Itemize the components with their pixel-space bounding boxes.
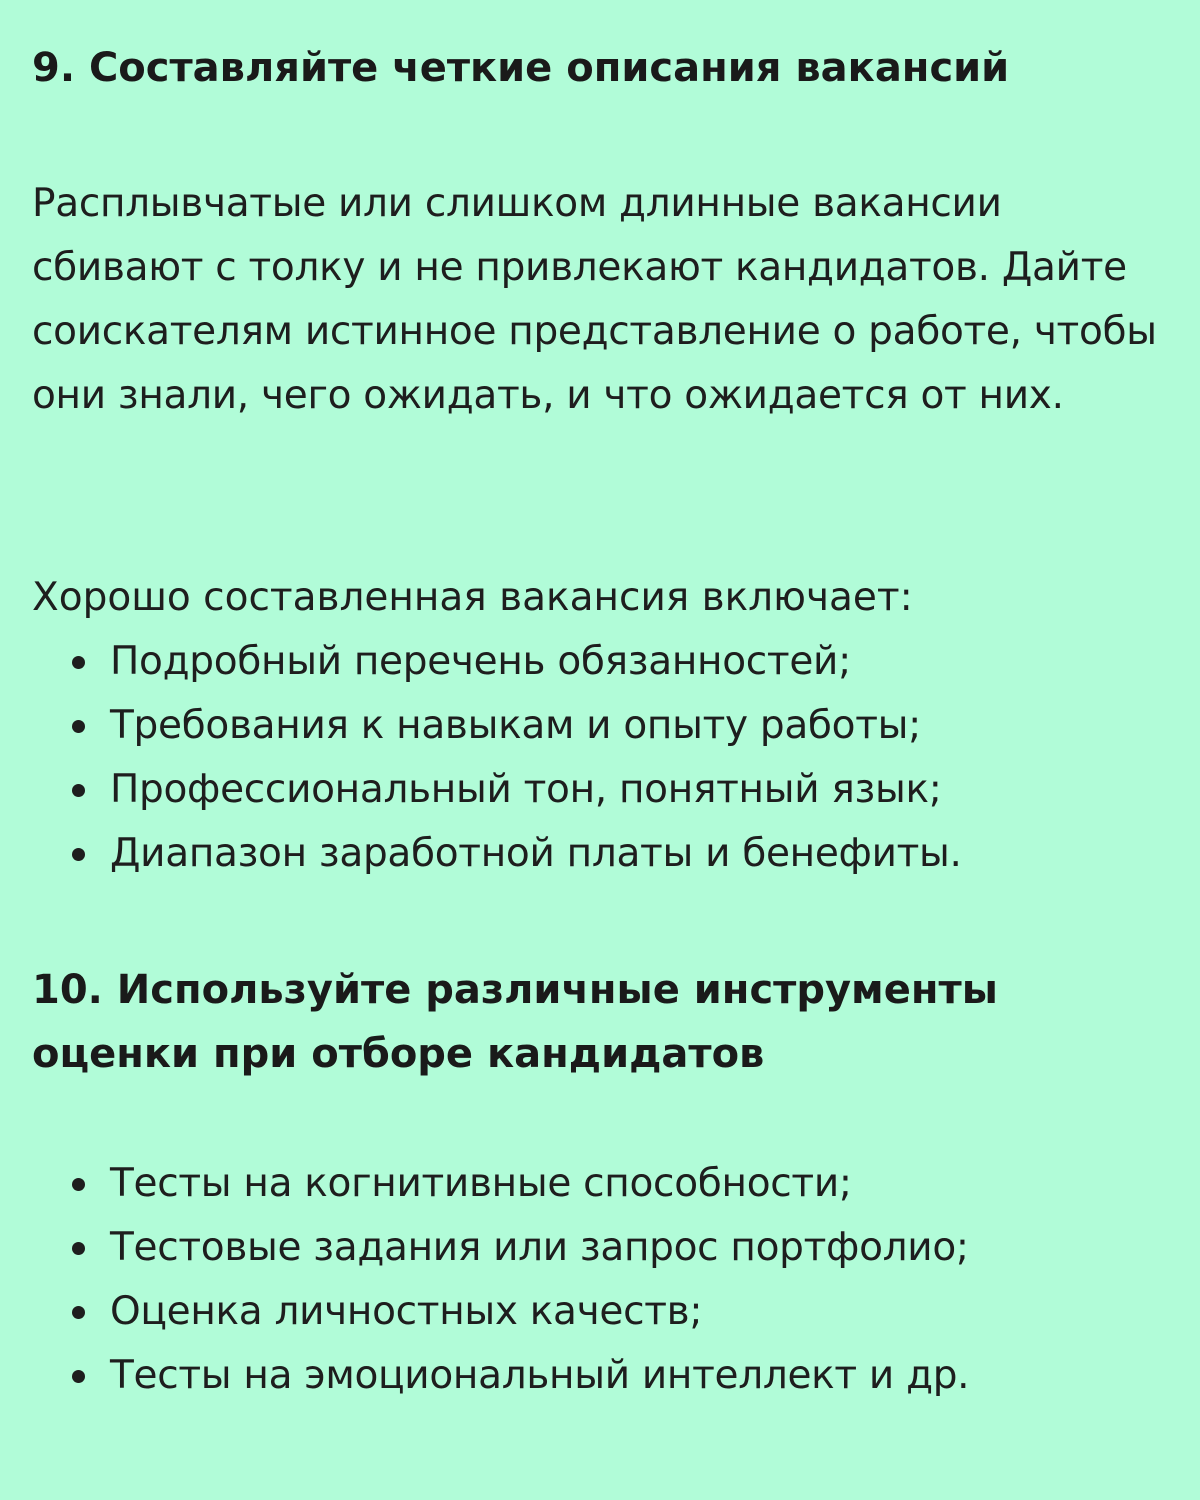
list-item-text: Оценка личностных качеств;	[110, 1289, 703, 1334]
list-item	[70, 822, 1170, 886]
list-item	[70, 630, 1170, 694]
list-item-text: Диапазон заработной платы и бенефиты.	[110, 831, 962, 876]
list-item	[70, 758, 1170, 822]
list-item-text: Тесты на когнитивные способности;	[110, 1161, 852, 1206]
bullet-icon	[72, 656, 85, 669]
section-9-heading: 9. Составляйте четкие описания вакансий	[32, 45, 1010, 91]
bullet-icon	[72, 1306, 85, 1319]
section-9-list	[70, 630, 1170, 886]
list-item-text: Требования к навыкам и опыту работы;	[110, 703, 921, 748]
list-item	[70, 694, 1170, 758]
bullet-icon	[72, 848, 85, 861]
section-10-heading: 10. Используйте различные инструменты оценки при отборе кандидатов	[32, 967, 998, 1077]
list-item-text: Тесты на эмоциональный интеллект и др.	[110, 1353, 970, 1398]
list-item	[70, 1280, 1170, 1344]
list-item	[70, 1344, 1170, 1408]
section-10-list	[70, 1152, 1170, 1408]
bullet-icon	[72, 1242, 85, 1255]
list-item-text: Тестовые задания или запрос портфолио;	[110, 1225, 969, 1270]
list-item	[70, 1216, 1170, 1280]
bullet-icon	[72, 784, 85, 797]
section-9-list-intro: Хорошо составленная вакансия включает:	[32, 575, 913, 620]
bullet-icon	[72, 1178, 85, 1191]
bullet-icon	[72, 720, 85, 733]
section-9-paragraph: Расплывчатые или слишком длинные вакансии сбивают с толку и не привлекают кандидатов. Дайте соискателям истинное представление о работе, чтобы они знали, чего ожидать, и что ожидается от них.	[32, 181, 1157, 418]
bullet-icon	[72, 1370, 85, 1383]
list-item-text: Профессиональный тон, понятный язык;	[110, 767, 942, 812]
list-item	[70, 1152, 1170, 1216]
list-item-text: Подробный перечень обязанностей;	[110, 639, 851, 684]
